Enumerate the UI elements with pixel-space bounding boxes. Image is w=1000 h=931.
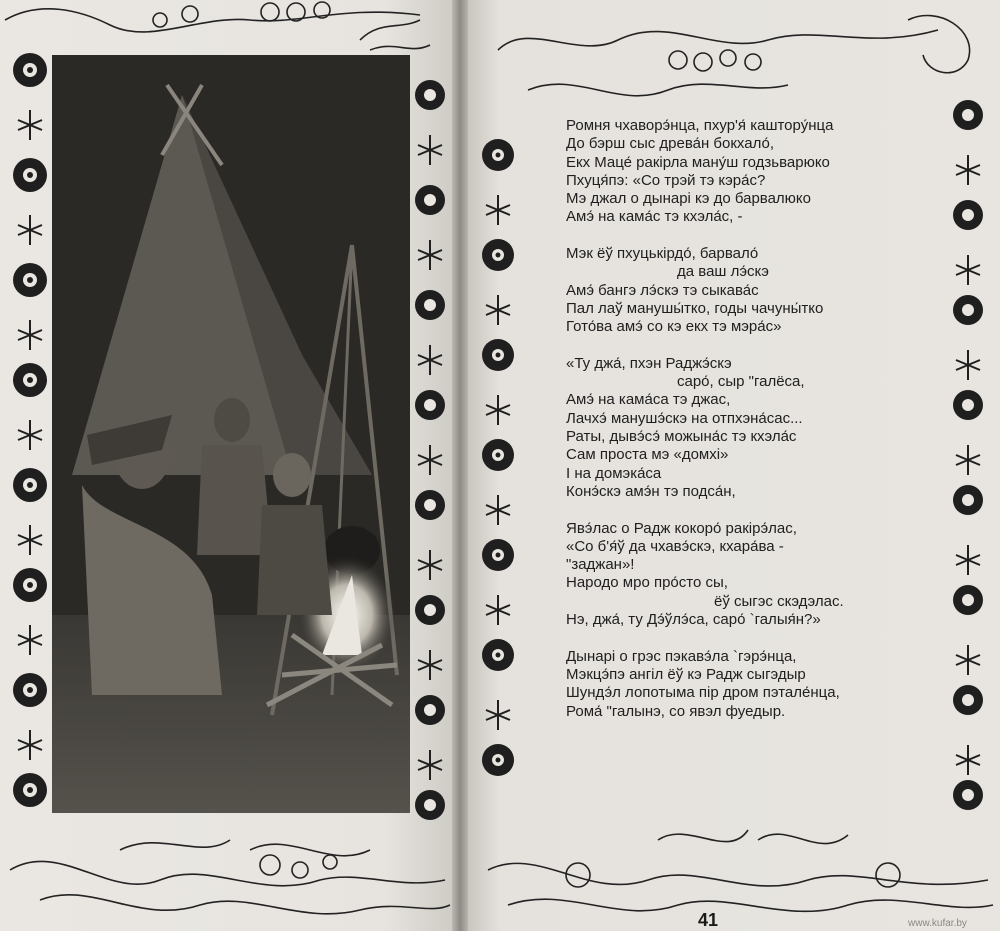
poem-line: До бэрш сыс древа́н бокхало́, <box>566 135 775 153</box>
poem-line: Пал лаў манушы́тко, годы чачуны́тко <box>566 299 824 317</box>
poem-line: да ваш лэ́скэ <box>677 263 769 281</box>
poem-line: Амэ́ бангэ лэ́скэ тэ сыкава́с <box>566 281 759 299</box>
poem-line: Народо мро про́сто сы, <box>566 574 728 592</box>
poem-line: Амэ́ на кама́с тэ кхэла́с, - <box>566 208 743 226</box>
poem-line: Лачхэ́ манушэ́скэ на отпхэна́сас... <box>566 409 803 427</box>
poem-line: Дынарі о грэс пэкавэ́ла `гэрэ́нца, <box>566 647 797 665</box>
poem-line: Мэк ёў пхуцькірдо́, барвало́ <box>566 245 759 263</box>
poem-line: Мэ джал о дынарі кэ до барвалюко <box>566 190 812 208</box>
poem-line: Ромня чхаворэ́нца, пхур'я́ каштору́нца <box>566 117 834 134</box>
poem-line: Гото́ва амэ́ со кэ екх тэ мэра́с» <box>566 318 782 336</box>
poem-line: Амэ́ на кама́са тэ джас, <box>566 391 731 409</box>
poem-line: Явэ́лас о Радж кокоро́ ракірэ́лас, <box>566 519 797 537</box>
poem-line: Раты, дывэ́сэ́ можына́с тэ кхэла́с <box>566 428 797 446</box>
poem-line: Сам проста мэ «домхі» <box>566 446 729 464</box>
watermark: www.kufar.by <box>908 918 967 929</box>
poem-line: Шундэ́л лопотыма пір дром пэтале́нца, <box>566 684 840 702</box>
book-gutter <box>452 0 468 931</box>
poem-line: «Ту джа́, пхэн Раджэ́скэ <box>566 354 732 372</box>
campfire-photo-icon <box>52 55 410 813</box>
poem-line: Нэ, джа́, ту Дэ́ўлэ́са, саро́ `галыя́н?» <box>566 611 821 629</box>
poem-line: І на домэка́са <box>566 464 662 482</box>
poem-text <box>566 117 966 721</box>
poem-line: ёў сыгэс скэдэлас. <box>714 592 844 610</box>
page-number: 41 <box>698 910 719 930</box>
poem-line: Пхуця́пэ: «Со трэй тэ кэра́с? <box>566 171 766 189</box>
poem-line: Рома́ "галынэ, со явэл фуедыр. <box>566 702 786 720</box>
poem-line: Мэкцэ́пэ ангіл ёў кэ Радж сыгэдыр <box>566 665 806 683</box>
poem-line: «Со б'я́ў да чхавэ́скэ, кхара́ва - <box>566 537 784 555</box>
poem-line: Конэ́скэ амэ́н тэ подса́н, <box>566 482 736 500</box>
poem-line: саро́, сыр "галёса, <box>677 373 805 391</box>
poem-line: "заджан»! <box>566 556 635 574</box>
poem-line: Екх Маце́ ракірла ману́ш годзьварюко <box>566 153 830 171</box>
